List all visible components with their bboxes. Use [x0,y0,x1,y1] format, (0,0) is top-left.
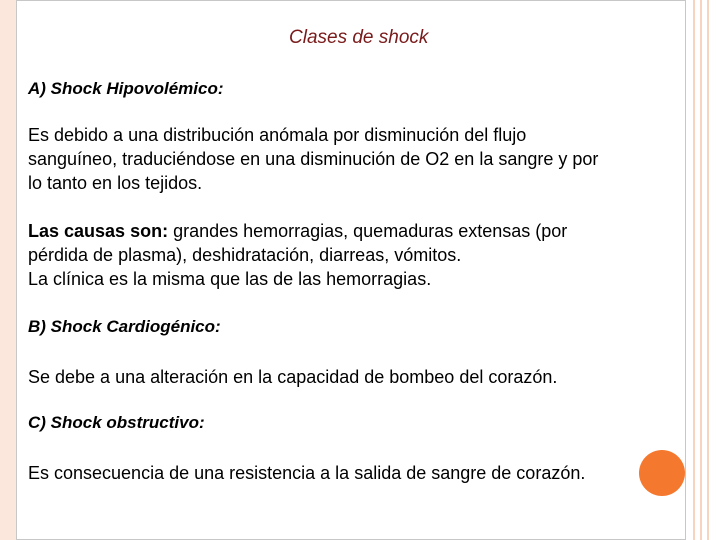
causes-label: Las causas son: [28,221,169,241]
accent-circle-decoration [639,450,685,496]
slide-content [16,0,686,540]
paragraph-line: sanguíneo, traduciéndose en una disminución de O2 en la sangre y por [28,149,599,169]
paragraph-line: Es debido a una distribución anómala por disminución del flujo [28,125,527,145]
slide-title: Clases de shock [289,27,429,48]
clinical-line: La clínica es la misma que las de las hemorragias. [28,269,432,289]
causes-line-2: pérdida de plasma), deshidratación, diarreas, vómitos. [28,245,462,265]
causes-line [28,219,567,243]
heading-shock-cardiogenico: B) Shock Cardiogénico: [28,317,221,336]
paragraph-line: lo tanto en los tejidos. [28,173,203,193]
right-rule-decoration [700,0,702,540]
causes-text: grandes hemorragias, quemaduras extensas (por [168,221,568,241]
heading-shock-hipovolemico: A) Shock Hipovolémico: [28,79,224,98]
paragraph-obstructivo: Es consecuencia de una resistencia a la salida de sangre de corazón. [28,463,586,483]
left-border-decoration [0,0,16,540]
heading-shock-obstructivo: C) Shock obstructivo: [28,413,205,432]
paragraph-cardiogenico: Se debe a una alteración en la capacidad de bombeo del corazón. [28,367,558,387]
right-rule-decoration [693,0,695,540]
right-rule-decoration [707,0,709,540]
